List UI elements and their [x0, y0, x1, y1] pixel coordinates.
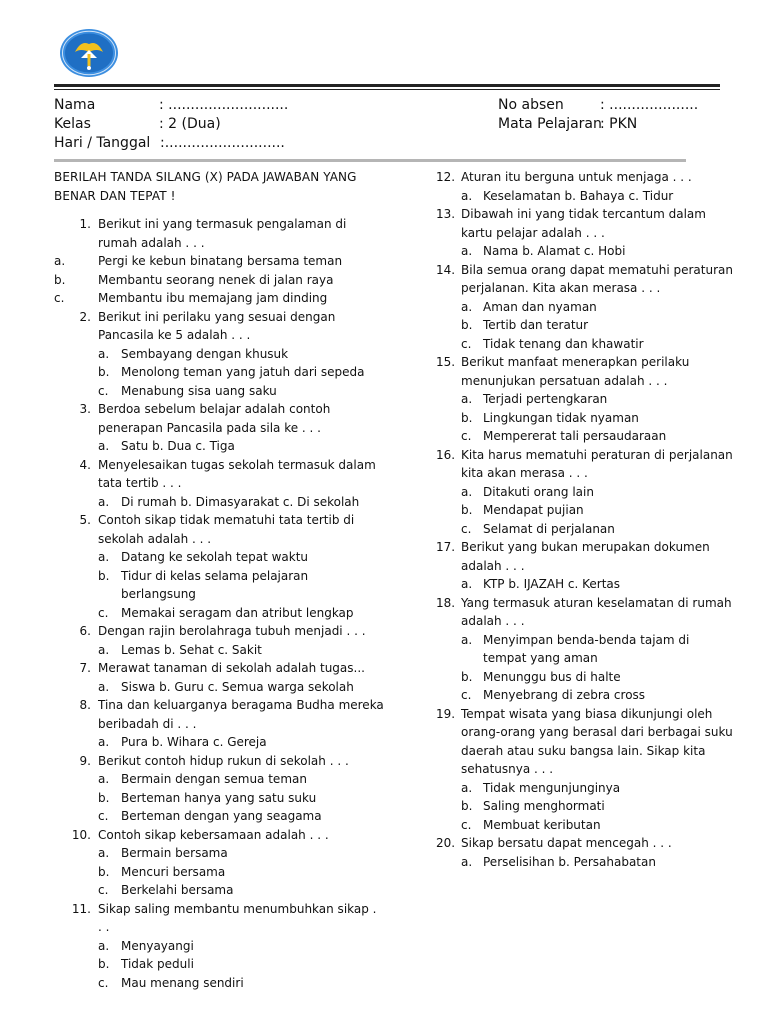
option[interactable]: b. Lingkungan tidak nyaman [461, 410, 639, 425]
option[interactable]: b. Menolong teman yang jatuh dari sepeda [98, 365, 365, 379]
option-inline[interactable]: a. Di rumah b. Dimasyarakat c. Di sekolah [98, 494, 360, 509]
option[interactable]: b. Menunggu bus di halte [461, 669, 621, 684]
option[interactable]: a. Terjadi pertengkaran [461, 392, 608, 406]
question-15: 15. Berikut manfaat menerapkan perilaku menunjukan persatuan adalah . . . [436, 355, 690, 388]
question-12: 12. Aturan itu berguna untuk menjaga . . . [436, 170, 692, 184]
option[interactable]: c. Selamat di perjalanan [461, 521, 615, 536]
absen-label: No absen [498, 97, 564, 113]
option[interactable]: b. Mendapat pujian [461, 503, 584, 517]
option[interactable]: c. Tidak tenang dan khawatir [461, 336, 644, 351]
mapel-label: Mata Pelajaran [498, 116, 602, 132]
option[interactable]: c. Berkelahi bersama [98, 883, 234, 897]
option[interactable]: a. Aman dan nyaman [461, 299, 597, 314]
option-inline[interactable]: a. Pura b. Wihara c. Gereja [98, 735, 267, 749]
kelas-label: Kelas [54, 116, 91, 132]
option-inline[interactable]: a. KTP b. IJAZAH c. Kertas [461, 577, 621, 591]
instruction-line: BERILAH TANDA SILANG (X) PADA JAWABAN YANG [54, 170, 357, 184]
question-4: 4. Menyelesaikan tugas sekolah termasuk dalam tata tertib . . . [79, 457, 376, 490]
option[interactable]: c. Memakai seragam dan atribut lengkap [98, 605, 354, 620]
option[interactable]: a. Bermain bersama [98, 846, 228, 860]
question-20: 20. Sikap bersatu dapat mencegah . . . [436, 836, 672, 850]
option[interactable]: b. Membantu seorang nenek di jalan raya [54, 272, 334, 287]
mapel-field: : PKN [600, 116, 638, 132]
option[interactable]: c. Menyebrang di zebra cross [461, 688, 646, 702]
option[interactable]: a. Pergi ke kebun binatang bersama teman [54, 254, 343, 268]
nama-label: Nama [54, 97, 96, 113]
question-2: 2. Berikut ini perilaku yang sesuai dengan Pancasila ke 5 adalah . . . [79, 309, 336, 342]
question-3: 3. Berdoa sebelum belajar adalah contoh penerapan Pancasila pada sila ke . . . [79, 402, 331, 435]
option[interactable]: c. Membuat keributan [461, 817, 601, 832]
question-13: 13. Dibawah ini yang tidak tercantum dalam kartu pelajar adalah . . . [436, 207, 706, 240]
option[interactable]: b. Berteman hanya yang satu suku [98, 790, 317, 805]
option[interactable]: b. Tidur di kelas selama pelajaran berlangsung [98, 568, 309, 601]
question-10: 10. Contoh sikap kebersamaan adalah . . . [71, 827, 329, 842]
question-9: 9. Berikut contoh hidup rukun di sekolah . . . [79, 753, 349, 768]
question-11: 11. Sikap saling membantu menumbuhkan sikap . . . [71, 901, 377, 934]
question-16: 16. Kita harus mematuhi peraturan di perjalanan kita akan merasa . . . [436, 447, 733, 480]
option[interactable]: a. Ditakuti orang lain [461, 484, 594, 499]
header-rule-thick [54, 84, 720, 87]
option-inline[interactable]: a. Satu b. Dua c. Tiga [98, 439, 235, 453]
option-inline[interactable]: a. Perselisihan b. Persahabatan [461, 854, 656, 869]
option-inline[interactable]: a. Lemas b. Sehat c. Sakit [98, 642, 262, 657]
tanggal-field: :........................... [160, 135, 285, 151]
question-5: 5. Contoh sikap tidak mematuhi tata tertib di sekolah adalah . . . [79, 513, 355, 546]
question-column-left [54, 168, 384, 992]
option[interactable]: b. Saling menghormati [461, 799, 605, 813]
question-19: 19. Tempat wisata yang biasa dikunjungi oleh orang-orang yang berasal dari berbagai suku daerah atau suku bangsa lain. Sikap kita sehatusnya . . . [436, 706, 733, 776]
option[interactable]: a. Sembayang dengan khusuk [98, 346, 289, 361]
question-14: 14. Bila semua orang dapat mematuhi peraturan perjalanan. Kita akan merasa . . . [436, 262, 733, 295]
option[interactable]: b. Tertib dan teratur [461, 318, 589, 332]
question-8: 8. Tina dan keluarganya beragama Budha mereka beribadah di . . . [79, 698, 384, 731]
question-1: 1. Berikut ini yang termasuk pengalaman di rumah adalah . . . [79, 217, 347, 250]
option-inline[interactable]: a. Siswa b. Guru c. Semua warga sekolah [98, 679, 354, 694]
option[interactable]: c. Mempererat tali persaudaraan [461, 429, 667, 443]
option[interactable]: b. Mencuri bersama [98, 864, 226, 879]
absen-field: : .................... [600, 97, 699, 113]
option[interactable]: c. Membantu ibu memajang jam dinding [54, 291, 328, 305]
option[interactable]: a. Menyimpan benda-benda tajam di tempat yang aman [461, 632, 690, 665]
header-rule-grey [54, 159, 686, 162]
option[interactable]: a. Tidak mengunjunginya [461, 780, 621, 795]
question-7: 7. Merawat tanaman di sekolah adalah tugas... [79, 661, 365, 675]
header-rule-thin [54, 89, 720, 90]
option-inline[interactable]: a. Keselamatan b. Bahaya c. Tidur [461, 188, 674, 203]
option[interactable]: a. Bermain dengan semua teman [98, 772, 307, 786]
tanggal-label: Hari / Tanggal [54, 135, 151, 151]
instruction-line: BENAR DAN TEPAT ! [54, 188, 176, 203]
question-18: 18. Yang termasuk aturan keselamatan di rumah adalah . . . [436, 595, 732, 628]
option[interactable]: c. Mau menang sendiri [98, 975, 244, 990]
option[interactable]: c. Menabung sisa uang saku [98, 383, 277, 398]
question-column-right [436, 168, 736, 871]
option[interactable]: a. Datang ke sekolah tepat waktu [98, 550, 309, 564]
question-17: 17. Berikut yang bukan merupakan dokumen adalah . . . [436, 540, 710, 573]
option-inline[interactable]: a. Nama b. Alamat c. Hobi [461, 244, 626, 258]
option[interactable]: b. Tidak peduli [98, 957, 194, 971]
tut-wuri-handayani-logo-icon [59, 28, 119, 78]
instruction [54, 168, 384, 205]
kelas-field: : 2 (Dua) [159, 116, 221, 132]
nama-field: : ........................... [159, 97, 289, 113]
question-6: 6. Dengan rajin berolahraga tubuh menjadi . . . [79, 624, 366, 638]
option[interactable]: c. Berteman dengan yang seagama [98, 809, 322, 823]
option[interactable]: a. Menyayangi [98, 938, 194, 953]
